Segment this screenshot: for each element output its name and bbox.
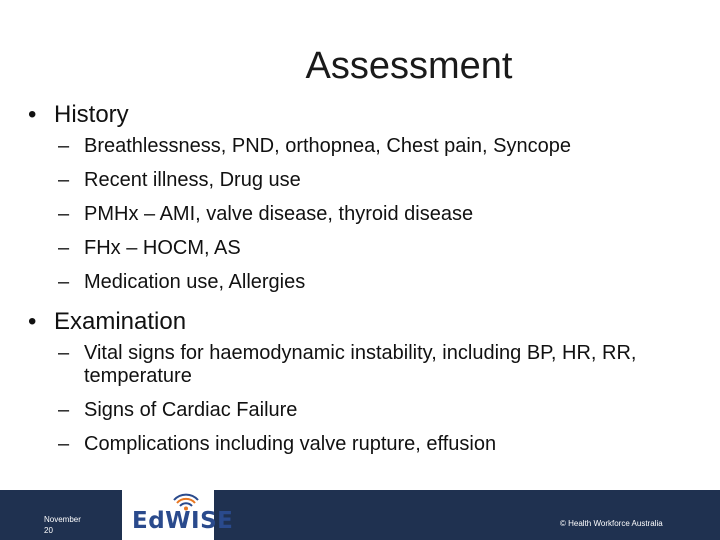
bullet-heading: History [54, 101, 129, 128]
slide-content [26, 98, 696, 467]
dash-marker: – [58, 399, 70, 421]
edwise-logo [122, 490, 234, 540]
list-item [26, 433, 696, 456]
list-item-text: FHx – HOCM, AS [84, 237, 241, 259]
dash-marker: – [58, 342, 70, 364]
list-item-text: Signs of Cardiac Failure [84, 399, 298, 421]
dash-marker: – [58, 135, 70, 157]
list-item-text: Recent illness, Drug use [84, 169, 301, 191]
list-item [26, 203, 696, 226]
bullet-heading: Examination [54, 308, 187, 335]
list-item [26, 237, 696, 260]
list-item [26, 399, 696, 422]
footer-date-day: 20 [44, 526, 53, 535]
bullet-marker: • [28, 308, 37, 335]
footer-bar [0, 490, 720, 540]
list-item [26, 169, 696, 192]
footer-date [44, 514, 81, 536]
list-item [26, 271, 696, 294]
list-item-text: PMHx – AMI, valve disease, thyroid disease [84, 203, 474, 225]
dash-marker: – [58, 433, 70, 455]
slide-title-text: Assessment [305, 45, 513, 87]
list-item [26, 135, 696, 158]
list-item-text: Medication use, Allergies [84, 271, 306, 293]
list-item [26, 342, 696, 388]
copyright-text: © Health Workforce Australia [560, 519, 663, 528]
examination-sublist [26, 342, 696, 456]
bullet-marker: • [28, 101, 37, 128]
history-sublist [26, 135, 696, 294]
section-examination [26, 305, 696, 456]
slide-title [0, 42, 720, 90]
list-item-text: Breathlessness, PND, orthopnea, Chest pain, Syncope [84, 135, 571, 157]
bullet-examination [26, 305, 696, 339]
dash-marker: – [58, 237, 70, 259]
footer-date-month: November [44, 515, 81, 524]
section-history [26, 98, 696, 294]
dash-marker: – [58, 169, 70, 191]
dash-marker: – [58, 203, 70, 225]
logo-wordmark: EdWISE [132, 508, 234, 534]
bullet-history [26, 98, 696, 132]
dash-marker: – [58, 271, 70, 293]
list-item-text: Complications including valve rupture, effusion [84, 433, 497, 455]
list-item-text: Vital signs for haemodynamic instability, including BP, HR, RR, temperature [84, 342, 637, 387]
